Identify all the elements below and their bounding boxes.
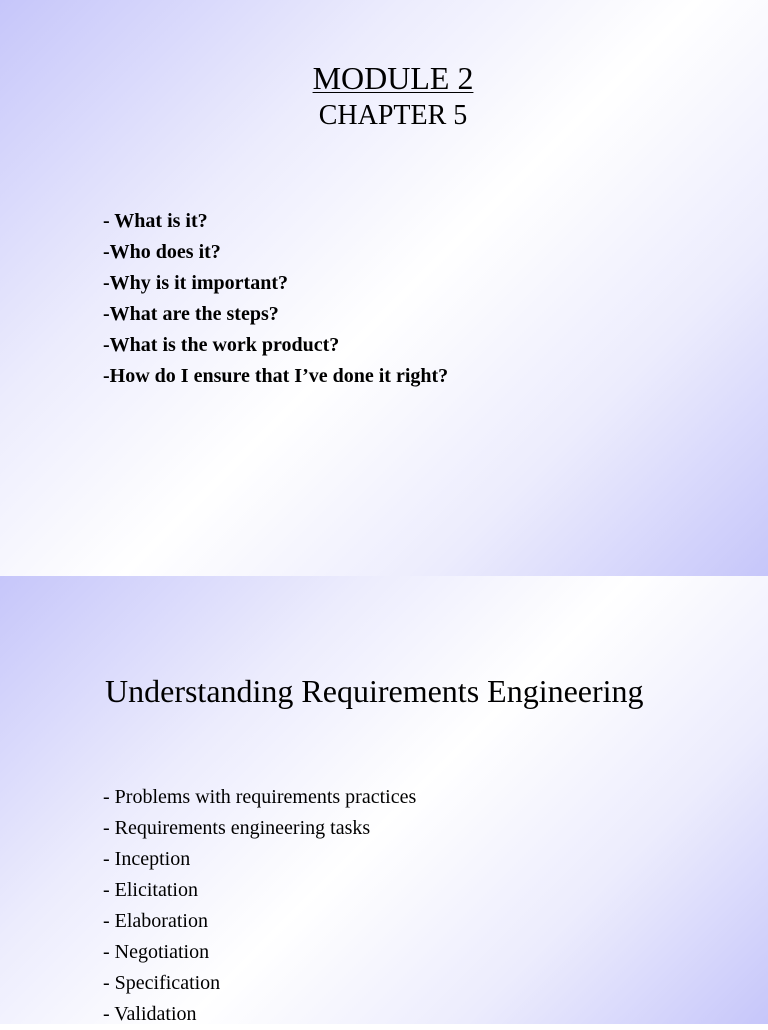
list-item: -Who does it? bbox=[103, 241, 221, 263]
list-item: -What is the work product? bbox=[103, 334, 340, 356]
question-list bbox=[103, 206, 448, 392]
list-item: -Why is it important? bbox=[103, 272, 288, 294]
list-item: - Requirements engineering tasks bbox=[103, 817, 371, 839]
slide-title: Understanding Requirements Engineering bbox=[105, 673, 644, 709]
slide-subtitle: CHAPTER 5 bbox=[318, 100, 468, 131]
list-item: - Problems with requirements practices bbox=[103, 786, 417, 808]
slide-title: MODULE 2 bbox=[312, 60, 474, 96]
list-item: - Inception bbox=[103, 848, 191, 870]
list-item: - Elicitation bbox=[103, 879, 198, 901]
list-item: -What are the steps? bbox=[103, 303, 279, 325]
topic-list bbox=[103, 782, 416, 1030]
list-item: - Validation bbox=[103, 1003, 197, 1025]
list-item: - What is it? bbox=[103, 210, 208, 232]
list-item: - Negotiation bbox=[103, 941, 210, 963]
list-item: - Specification bbox=[103, 972, 221, 994]
list-item: - Elaboration bbox=[103, 910, 208, 932]
list-item: -How do I ensure that I’ve done it right? bbox=[103, 365, 449, 387]
